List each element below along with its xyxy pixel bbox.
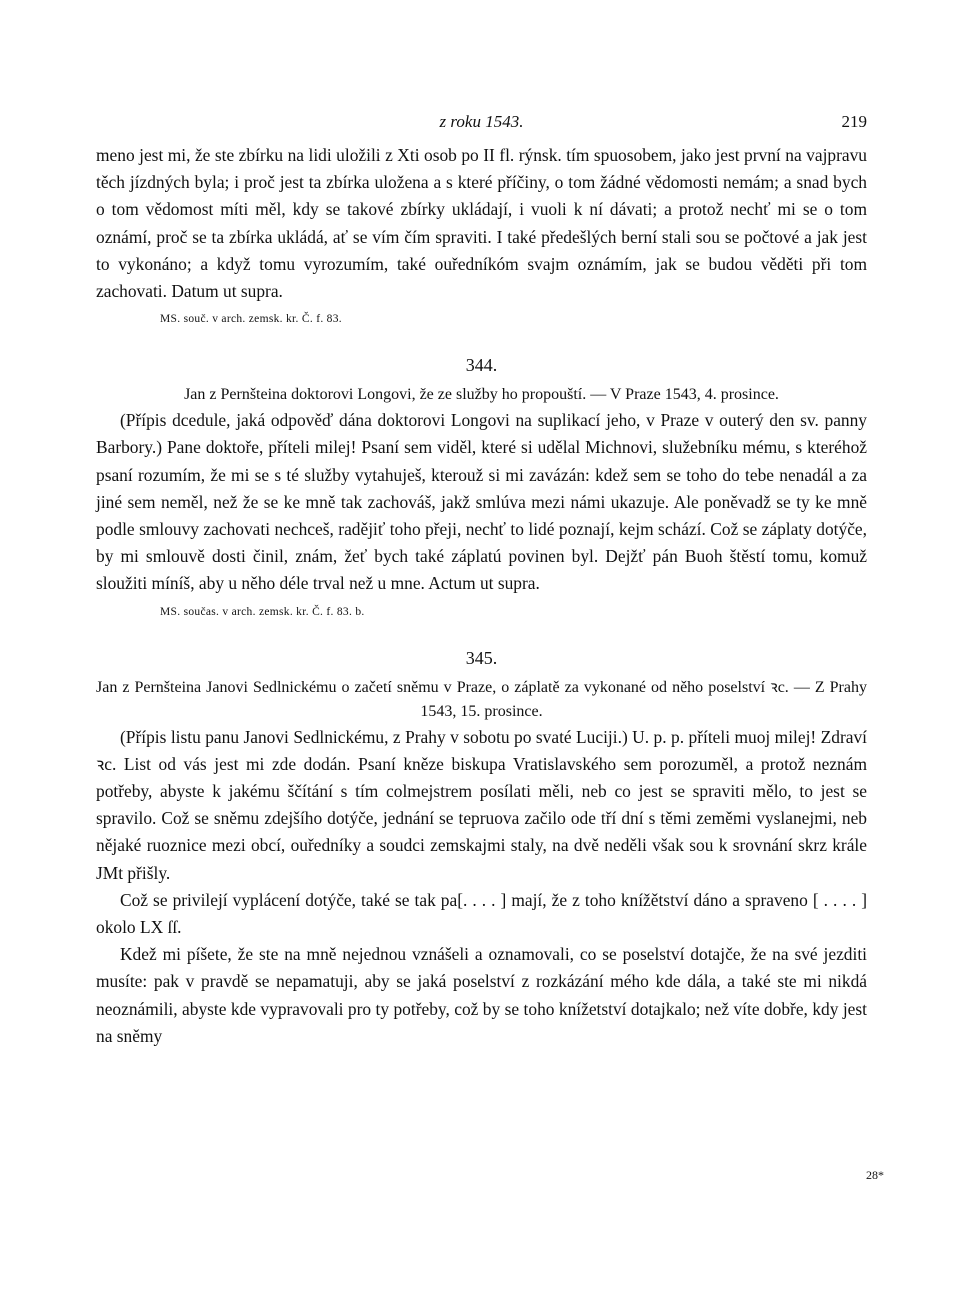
source-note: MS. součas. v arch. zemsk. kr. Č. f. 83. b. bbox=[160, 605, 365, 618]
document-heading: Jan z Pernšteina doktorovi Longovi, že ze služby ho propouští. — V Praze 1543, 4. prosince. bbox=[184, 386, 779, 404]
document-paragraph: (Přípis listu panu Janovi Sedlnickému, z Prahy v sobotu po svaté Luciji.) U. p. p. příteli muoj milej! Zdraví ꝛc. List od vás jest mi zde dodán. Psaní kněze biskupa Vratislavského sem porozuměl, a protož neznám potřeby, abyste k jakému ščítání s tím colmejstrem posílati měli, neb co jest se spraviti mělo, to jest se spravilo. Což se sněmu zdejšího dotýče, jednání se tepruova začilo ode tří dní s těmi zeměmi vyslanejmi, neb nějaké ruoznice mezi obcí, ouředníky a soudci zemskajmi staly, na dvě neděli však sou k srovnání skrz krále JMt přišly. bbox=[96, 726, 867, 883]
document-344 bbox=[96, 353, 867, 619]
source-note: MS. souč. v arch. zemsk. kr. Č. f. 83. bbox=[160, 313, 342, 326]
running-title: z roku 1543. bbox=[439, 112, 524, 131]
document-number: 344. bbox=[465, 355, 498, 376]
page-body bbox=[96, 112, 867, 1050]
document-heading: Jan z Pernšteina Janovi Sedlnickému o začetí sněmu v Praze, o záplatě za vykonané od něho poselství ꝛc. — Z Prahy 1543, 15. prosince. bbox=[96, 678, 867, 720]
page-header bbox=[96, 112, 867, 142]
document-paragraph: Což se privilejí vyplácení dotýče, také se tak pa[. . . . ] mají, že z toho knížětství dáno a spraveno [ . . . . ] okolo LX ſſ. bbox=[96, 889, 867, 938]
document-345 bbox=[96, 646, 867, 1050]
document-paragraph: (Přípis dcedule, jaká odpověď dána doktorovi Longovi na suplikací jeho, v Praze v outerý den sv. panny Barbory.) Pane doktoře, příteli milej! Psaní sem viděl, které si udělal Michnovi, služebníku mému, s kteréhož psaní rozumím, že mi se s té služby vytahuješ, kterouž si mi zavázán: kdež sem se toho do tebe nenadál a za jiné sem neměl, než že se ke mně tak zachováš, jakž smlúva mezi námi ukazuje. Ale poněvadž se ty ke mně podle smlouvy zachovati nechceš, radějiť toho přeji, nechť to lidé poznají, kejm schází. Což se záplaty dotýče, by mi smlouvě dosti činil, znám, žeť bych také záplatú povinen byl. Dejžť pán Buoh štěstí tomu, komuž sloužiti míníš, aby u něho déle trval než u mne. Actum ut supra. bbox=[96, 410, 867, 594]
continued-paragraph: meno jest mi, že ste zbírku na lidi uložili z Xti osob po II fl. rýnsk. tím spuosobem, jako jest první na vajpravu těch jízdných byla; i proč jest ta zbírka uložena a s které příčiny, o tom žádné vědomosti nemám; a snad bych o tom vědomost míti měl, kdy se takové zbírky ukládají, i vuoli k ní dávati; a protož nechť mi se o tom oznámí, proč se ta zbírka ukládá, ať se vím čím spraviti. I také předešlých berní stali sou se počtové a jak jest to vykonáno; a když tomu vyrozumím, také ouředníkóm svajm oznámím, jak se budou věděti při tom zachovati. Datum ut supra. bbox=[96, 145, 867, 302]
document-paragraph: Kdež mi píšete, že ste na mně nejednou vznášeli a oznamovali, co se poselství dotajče, že na své jezditi musíte: pak v pravdě se nepamatuji, aby se jaká poselství z rozkázání mého kde dála, a také ste mi nikdá neoznámili, abyste kde vypravovali pro ty potřeby, což by se toho knížetství dotajkalo; než víte dobře, kdy jest na sněmy bbox=[96, 944, 867, 1046]
signature-mark: 28* bbox=[866, 1168, 884, 1182]
document-number: 345. bbox=[465, 647, 498, 668]
page-number: 219 bbox=[841, 112, 867, 131]
